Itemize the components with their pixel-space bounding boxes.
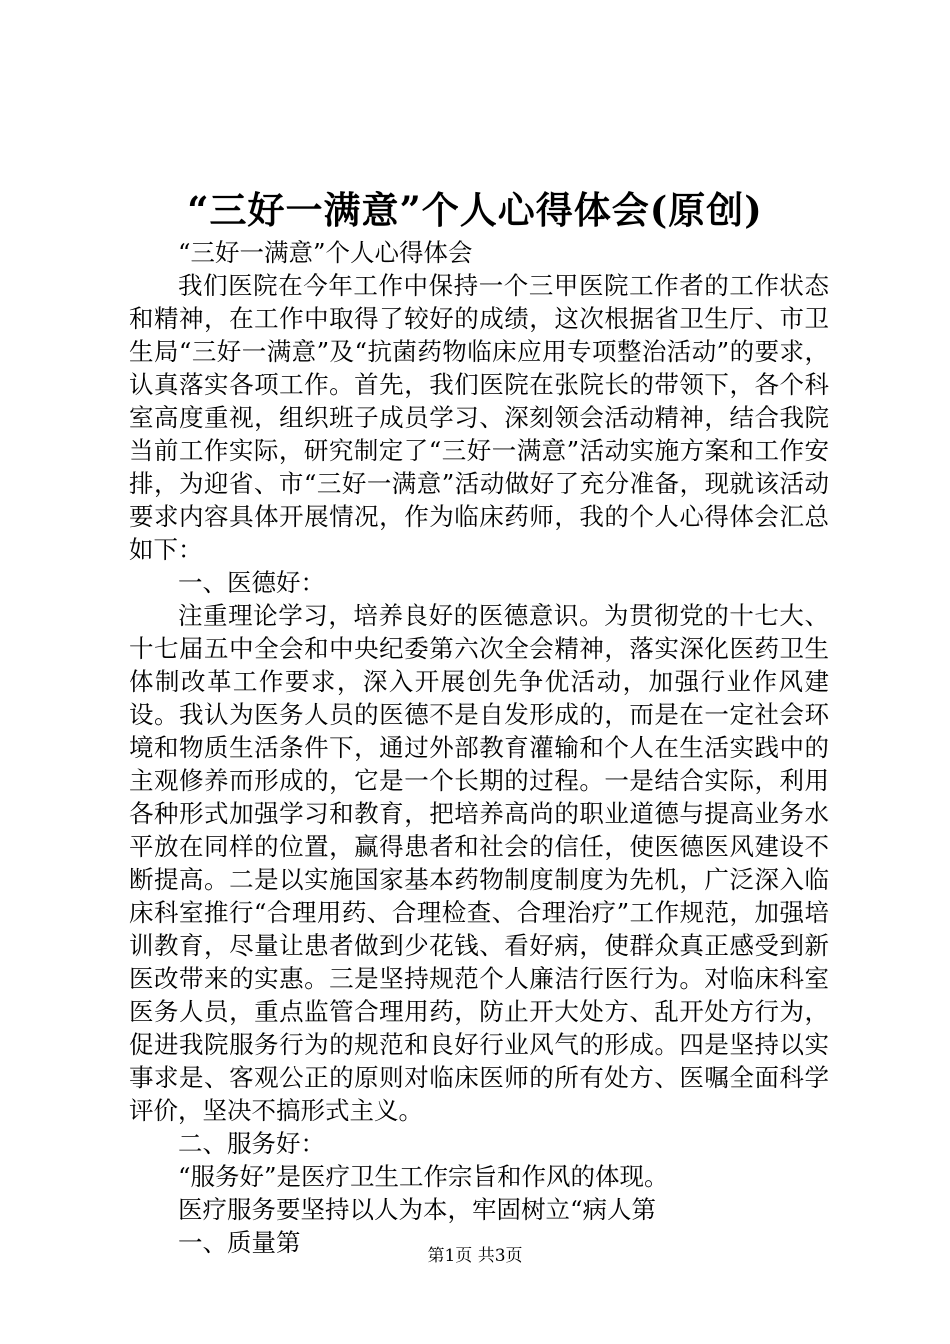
service-paragraph-3: 一、质量第 — [178, 1228, 301, 1257]
document-body — [129, 236, 829, 1259]
section-heading-service: 二、服务好： — [178, 1129, 325, 1158]
document-title: “三好一满意”个人心得体会(原创) — [187, 188, 763, 232]
page-indicator: 第1页 共3页 — [427, 1246, 523, 1266]
service-paragraph-1: “服务好”是医疗卫生工作宗旨和作风的体现。 — [178, 1162, 669, 1191]
section-heading-medical-ethics: 一、医德好： — [178, 568, 325, 597]
medical-ethics-paragraph: 注重理论学习，培养良好的医德意识。为贯彻党的十七大、十七届五中全会和中央纪委第六次全会精神，落实深化医药卫生体制改革工作要求，深入开展创先争优活动，加强行业作风建设。我认为医务人员的医德不是自发形成的，而是在一定社会环境和物质生活条件下，通过外部教育灌输和个人在生活实践中的主观修养而形成的，它是一个长期的过程。一是结合实际，利用各种形式加强学习和教育，把培养高尚的职业道德与提高业务水平放在同样的位置，赢得患者和社会的信任，使医德医风建设不断提高。二是以实施国家基本药物制度制度为先机，广泛深入临床科室推行“合理用药、合理检查、合理治疗”工作规范，加强培训教育，尽量让患者做到少花钱、看好病，使群众真正感受到新医改带来的实惠。三是坚持规范个人廉洁行医行为。对临床科室医务人员，重点监管合理用药，防止开大处方、乱开处方行为，促进我院服务行为的规范和良好行业风气的形成。四是坚持以实事求是、客观公正的原则对临床医师的所有处方、医嘱全面科学评价，坚决不搞形式主义。 — [129, 601, 829, 1125]
service-paragraph-2: 医疗服务要坚持以人为本，牢固树立“病人第 — [178, 1195, 657, 1224]
subtitle-paragraph: “三好一满意”个人心得体会 — [178, 238, 473, 267]
intro-paragraph: 我们医院在今年工作中保持一个三甲医院工作者的工作状态和精神，在工作中取得了较好的成绩，这次根据省卫生厅、市卫生局“三好一满意”及“抗菌药物临床应用专项整治活动”的要求，认真落实各项工作。首先，我们医院在张院长的带领下，各个科室高度重视，组织班子成员学习、深刻领会活动精神，结合我院当前工作实际，研究制定了“三好一满意”活动实施方案和工作安排，为迎省、市“三好一满意”活动做好了充分准备，现就该活动要求内容具体开展情况，作为临床药师，我的个人心得体会汇总如下： — [129, 271, 829, 564]
